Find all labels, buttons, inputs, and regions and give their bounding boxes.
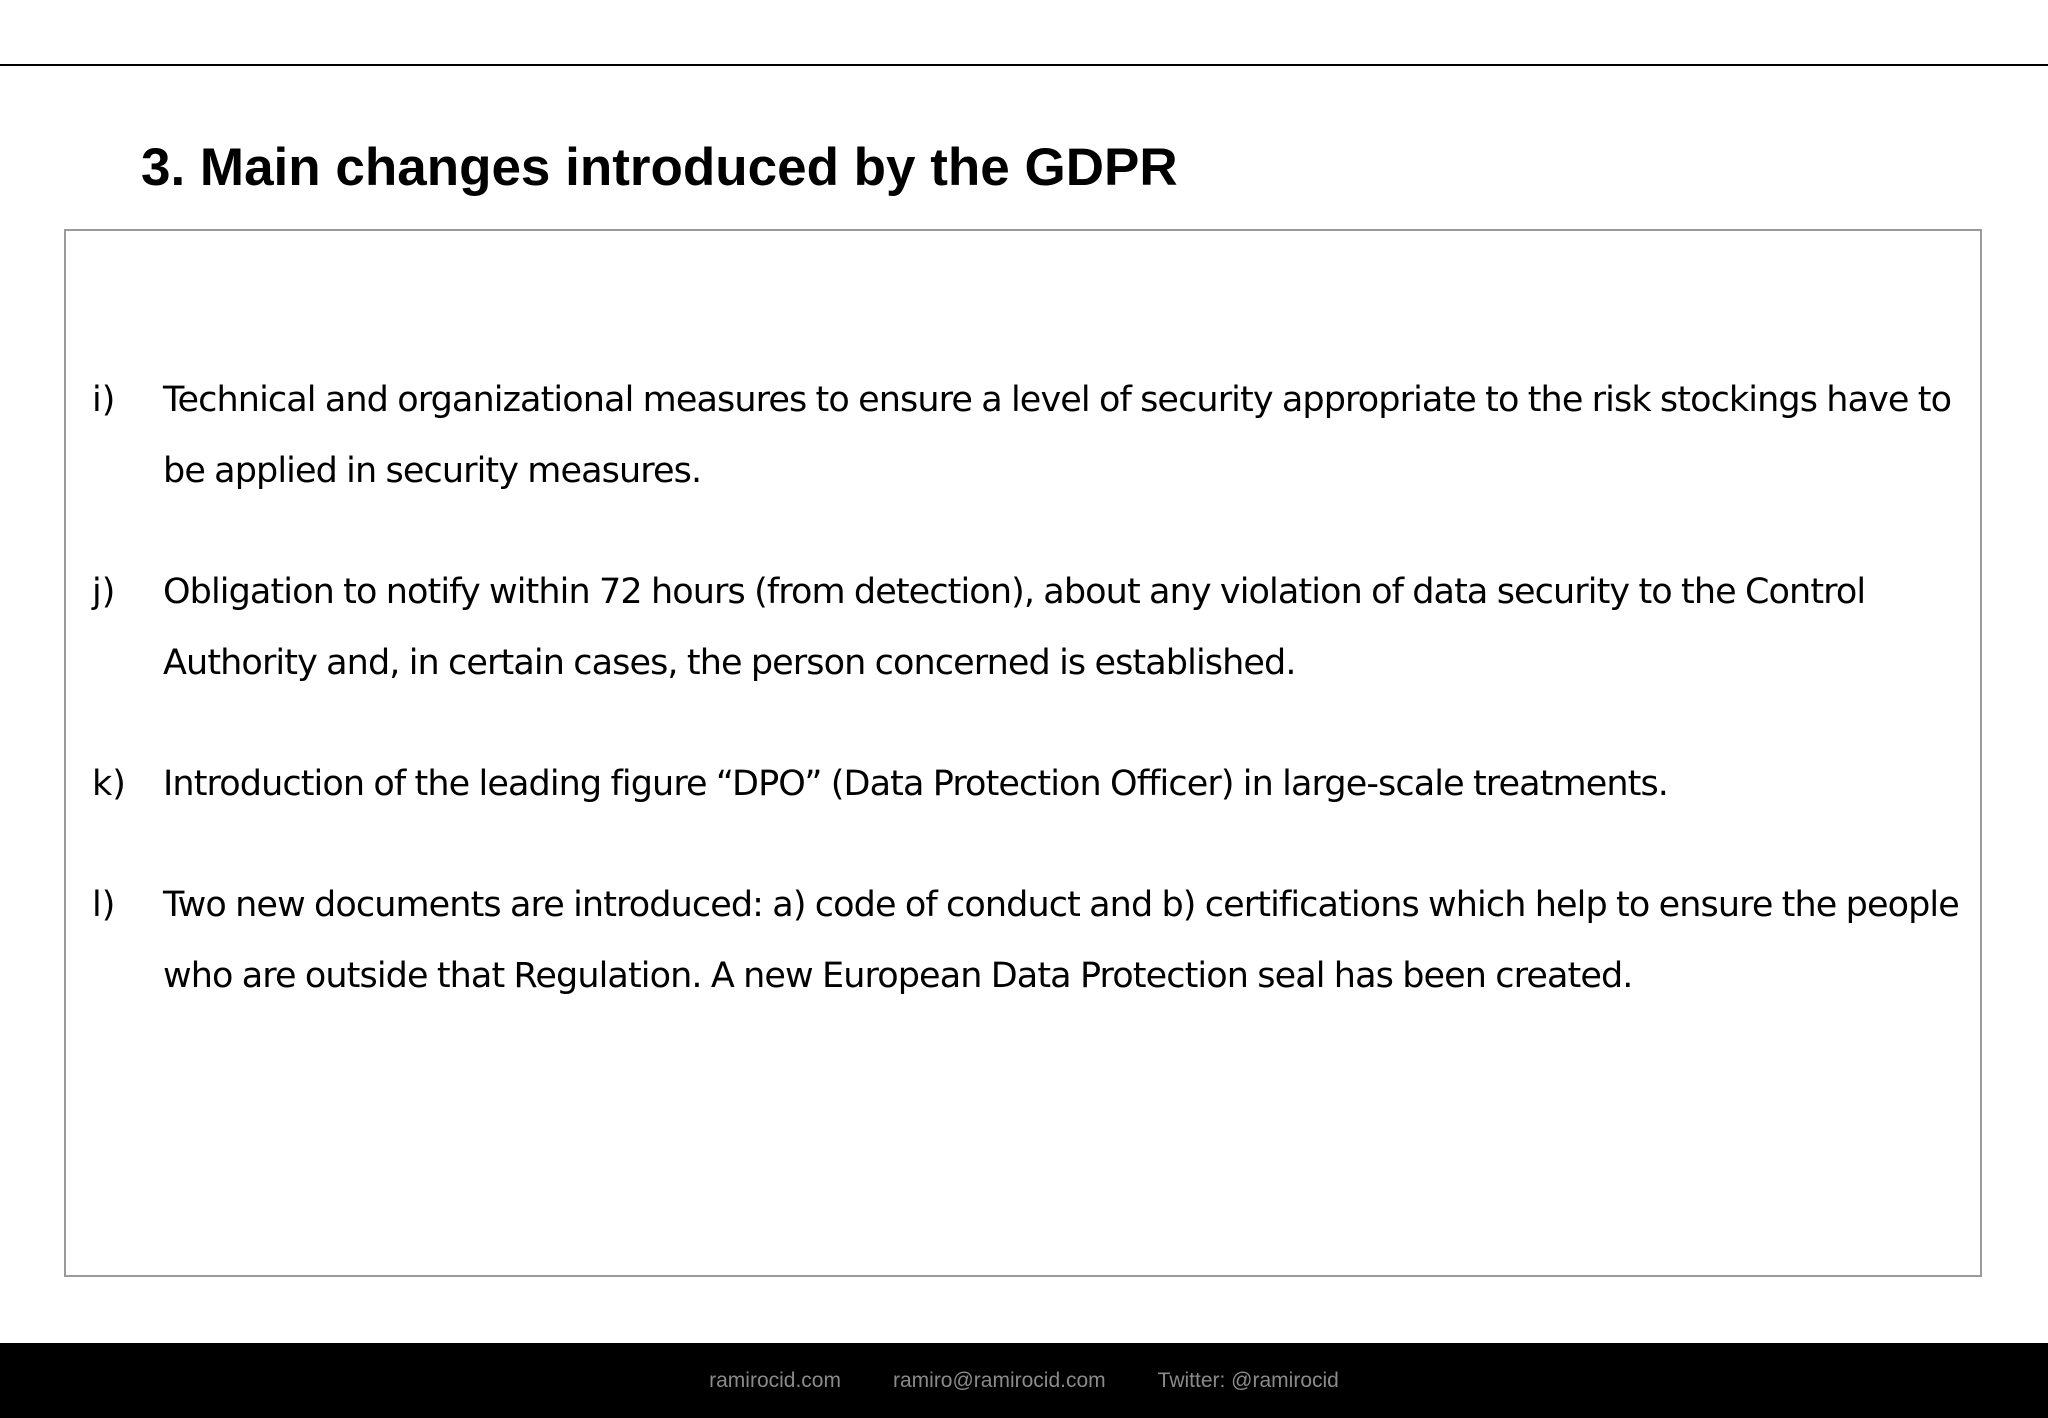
- top-divider: [0, 64, 2048, 66]
- list-item-marker: l): [92, 885, 116, 925]
- list-item: [92, 557, 1962, 699]
- footer-website: ramirocid.com: [709, 1368, 841, 1392]
- slide-title: 3. Main changes introduced by the GDPR: [141, 138, 1178, 197]
- list-item-marker: k): [92, 764, 126, 804]
- list-item-text: Obligation to notify within 72 hours (from detection), about any violation of data security to the Control Authority and, in certain cases, the person concerned is established.: [163, 572, 1866, 683]
- list-item-marker: j): [92, 572, 116, 612]
- list-item-text: Technical and organizational measures to ensure a level of security appropriate to the risk stockings have to be applied in security measures.: [163, 380, 1952, 491]
- footer-twitter: Twitter: @ramirocid: [1157, 1368, 1339, 1392]
- footer-email: ramiro@ramirocid.com: [892, 1368, 1106, 1392]
- list-item-marker: i): [92, 380, 116, 420]
- list-item: [92, 870, 1962, 1012]
- list-item-text: Introduction of the leading figure “DPO” (Data Protection Officer) in large-scale treatments.: [163, 764, 1669, 804]
- footer-bar: [0, 1343, 2048, 1418]
- list-item: [92, 365, 1962, 507]
- list-item-text: Two new documents are introduced: a) code of conduct and b) certifications which help to ensure the people who are outside that Regulation. A new European Data Protection seal has been created.: [163, 885, 1959, 996]
- content-box: [64, 229, 1982, 1277]
- list-item: [92, 749, 1962, 820]
- changes-list: [92, 365, 1962, 1062]
